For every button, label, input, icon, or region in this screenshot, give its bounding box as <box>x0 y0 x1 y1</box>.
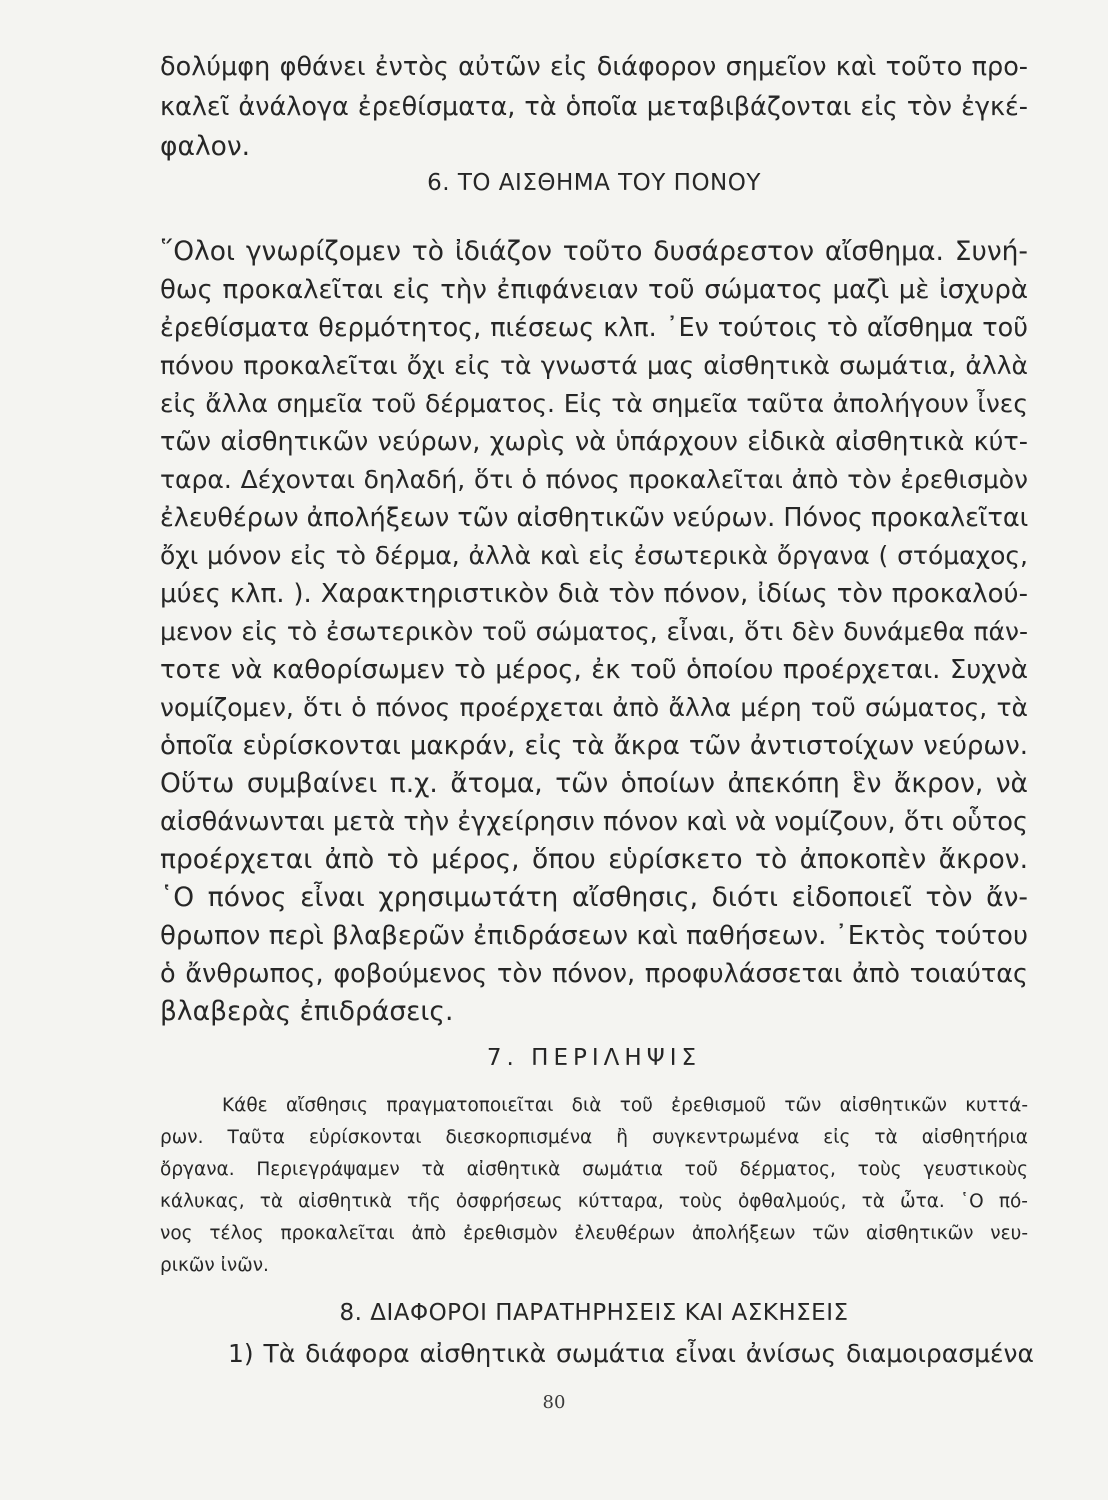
text-line: μενον εἰς τὸ ἐσωτερικὸν τοῦ σώματος, εἶναι, ὅτι δὲν δυνάμεθα πάν- <box>160 617 1028 646</box>
text-line: αἰσθάνωνται μετὰ τὴν ἐγχείρησιν πόνον καὶ νὰ νομίζουν, ὅτι οὗτος <box>160 807 1028 837</box>
text-line: ῾Ο πόνος εἶναι χρησιμωτάτη αἴσθησις, διότι εἰδοποιεῖ τὸν ἄν- <box>160 882 1028 913</box>
text-line: τοτε νὰ καθορίσωμεν τὸ μέρος, ἐκ τοῦ ὁποίου προέρχεται. Συχνὰ <box>160 655 1028 685</box>
summary-line: ὄργανα. Περιεγράψαμεν τὰ αἰσθητικὰ σωμάτια τοῦ δέρματος, τοὺς γευστικοὺς <box>160 1159 1028 1180</box>
text-line: θως προκαλεῖται εἰς τὴν ἐπιφάνειαν τοῦ σώματος μαζὶ μὲ ἰσχυρὰ <box>160 275 1028 305</box>
text-line: θρωπον περὶ βλαβερῶν ἐπιδράσεων καὶ παθήσεων. ᾿Εκτὸς τούτου <box>160 921 1028 951</box>
summary-line: κάλυκας, τὰ αἰσθητικὰ τῆς ὀσφρήσεως κύτταρα, τοὺς ὀφθαλμούς, τὰ ὦτα. ῾Ο πό- <box>160 1191 1028 1212</box>
exercise-line: 1) Τὰ διάφορα αἰσθητικὰ σωμάτια εἶναι ἀνίσως διαμοιρασμένα <box>228 1339 1034 1368</box>
section-heading-exercises: 8. ΔΙΑΦΟΡΟΙ ΠΑΡΑΤΗΡΗΣΕΙΣ ΚΑΙ ΑΣΚΗΣΕΙΣ <box>339 1300 849 1326</box>
summary-line: ρικῶν ἰνῶν. <box>160 1255 269 1276</box>
text-line: ἐρεθίσματα θερμότητος, πιέσεως κλπ. ᾿Εν τούτοις τὸ αἴσθημα τοῦ <box>160 313 1028 343</box>
text-line: ὁποῖα εὑρίσκονται μακράν, εἰς τὰ ἄκρα τῶν ἀντιστοίχων νεύρων. <box>160 731 1028 761</box>
text-line: τῶν αἰσθητικῶν νεύρων, χωρὶς νὰ ὑπάρχουν εἰδικὰ αἰσθητικὰ κύτ- <box>160 427 1028 457</box>
text-line: πόνου προκαλεῖται ὄχι εἰς τὰ γνωστά μας αἰσθητικὰ σωμάτια, ἀλλὰ <box>160 351 1028 380</box>
text-line: ὁ ἄνθρωπος, φοβούμενος τὸν πόνον, προφυλάσσεται ἀπὸ τοιαύτας <box>160 959 1028 989</box>
text-line: εἰς ἄλλα σημεῖα τοῦ δέρματος. Εἰς τὰ σημεῖα ταῦτα ἀπολήγουν ἶνες <box>160 389 1028 418</box>
page-number: 80 <box>542 1392 566 1413</box>
section-heading-summary: 7. ΠΕΡΙΛΗΨΙΣ <box>486 1045 702 1071</box>
text-line: Οὕτω συμβαίνει π.χ. ἄτομα, τῶν ὁποίων ἀπεκόπη ἓν ἄκρον, νὰ <box>160 768 1028 799</box>
summary-line: Κάθε αἴσθησις πραγματοποιεῖται διὰ τοῦ ἐρεθισμοῦ τῶν αἰσθητικῶν κυττά- <box>222 1095 1028 1116</box>
section-heading-pain: 6. ΤΟ ΑΙΣΘΗΜΑ ΤΟΥ ΠΟΝΟΥ <box>427 170 761 196</box>
text-line: καλεῖ ἀνάλογα ἐρεθίσματα, τὰ ὁποῖα μεταβιβάζονται εἰς τὸν ἐγκέ- <box>160 92 1028 122</box>
text-line: ῞Ολοι γνωρίζομεν τὸ ἰδιάζον τοῦτο δυσάρεστον αἴσθημα. Συνή- <box>160 236 1028 267</box>
text-line: προέρχεται ἀπὸ τὸ μέρος, ὅπου εὑρίσκετο τὸ ἀποκοπὲν ἄκρον. <box>160 844 1028 875</box>
text-line: μύες κλπ. ). Χαρακτηριστικὸν διὰ τὸν πόνον, ἰδίως τὸν προκαλού- <box>160 579 1028 609</box>
text-line: δολύμφη φθάνει ἐντὸς αὐτῶν εἰς διάφορον σημεῖον καὶ τοῦτο προ- <box>160 52 1028 82</box>
text-line: ἐλευθέρων ἀπολήξεων τῶν αἰσθητικῶν νεύρων. Πόνος προκαλεῖται <box>160 503 1028 533</box>
text-line: νομίζομεν, ὅτι ὁ πόνος προέρχεται ἀπὸ ἄλλα μέρη τοῦ σώματος, τὰ <box>160 693 1028 722</box>
text-line: βλαβερὰς ἐπιδράσεις. <box>160 996 454 1027</box>
text-line: φαλον. <box>160 131 251 162</box>
text-line: ταρα. Δέχονται δηλαδή, ὅτι ὁ πόνος προκαλεῖται ἀπὸ τὸν ἐρεθισμὸν <box>160 465 1028 494</box>
summary-line: νος τέλος προκαλεῖται ἀπὸ ἐρεθισμὸν ἐλευθέρων ἀπολήξεων τῶν αἰσθητικῶν νευ- <box>160 1223 1028 1244</box>
text-line: ὄχι μόνον εἰς τὸ δέρμα, ἀλλὰ καὶ εἰς ἐσωτερικὰ ὄργανα ( στόμαχος, <box>160 541 1028 570</box>
summary-line: ρων. Ταῦτα εὑρίσκονται διεσκορπισμένα ἢ συγκεντρωμένα εἰς τὰ αἰσθητήρια <box>160 1127 1028 1148</box>
